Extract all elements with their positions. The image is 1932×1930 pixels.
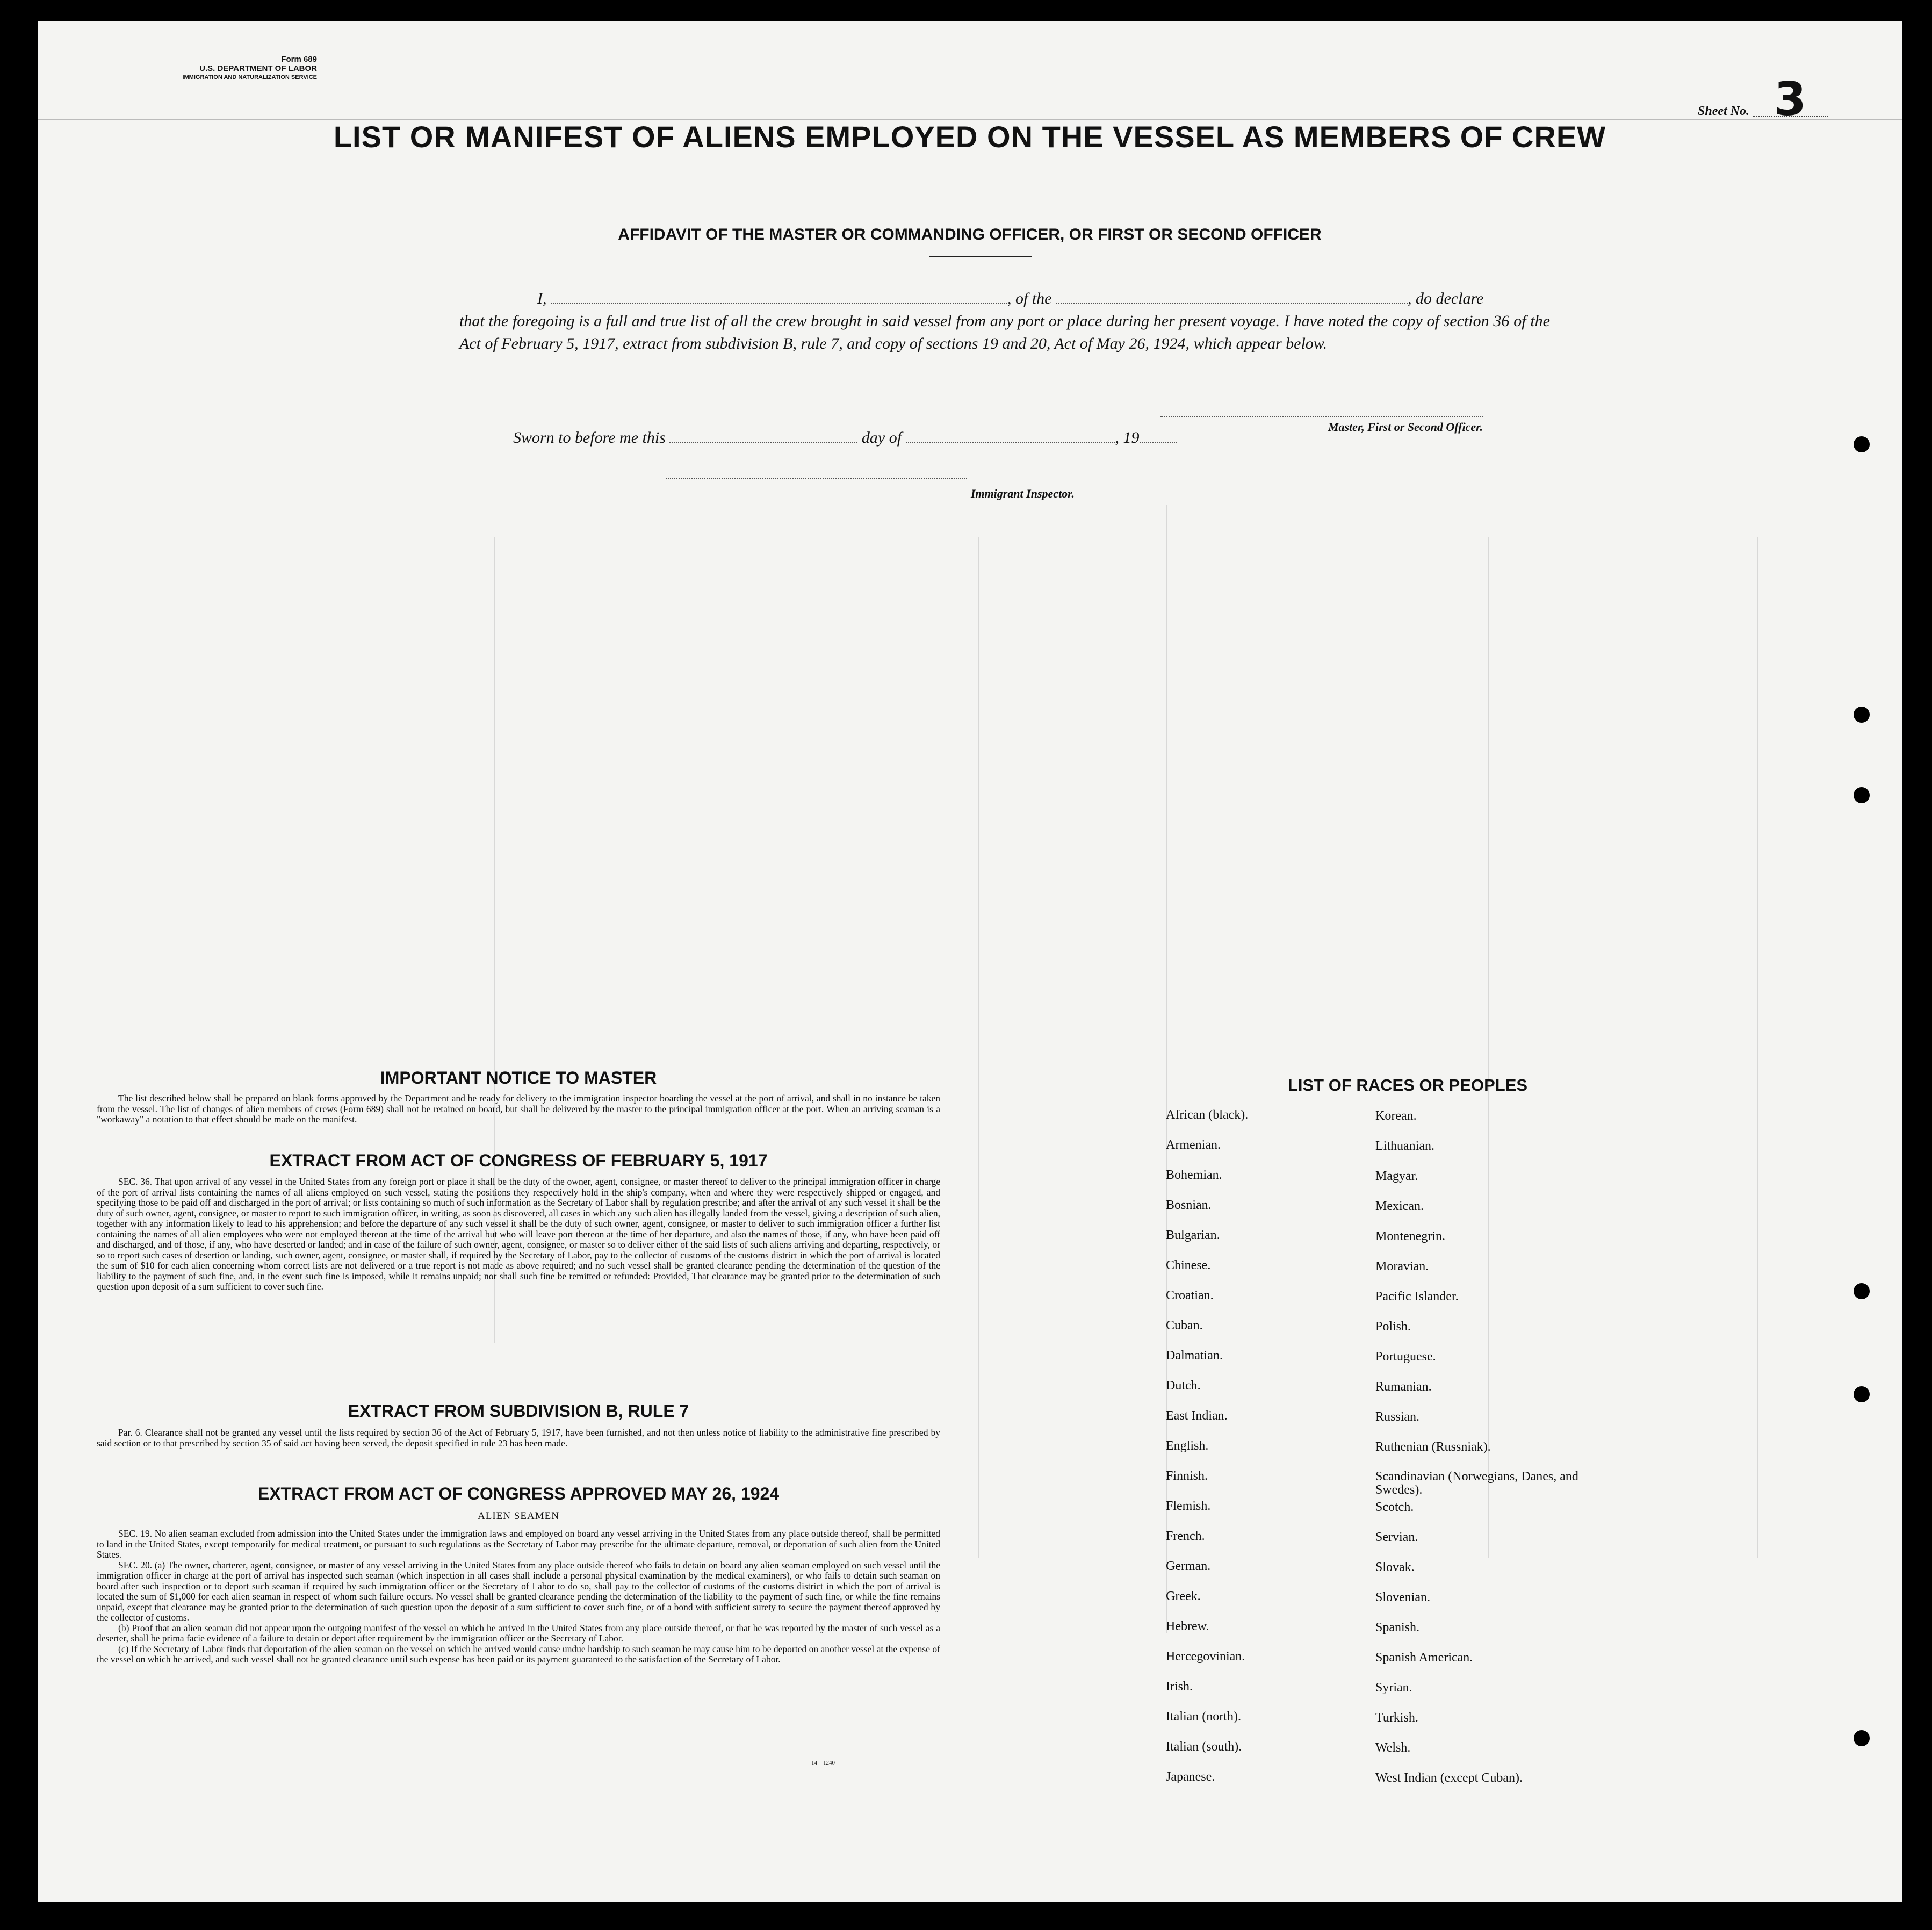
race-item: Portuguese.: [1375, 1350, 1436, 1364]
sheet-number-value: 3: [1753, 83, 1828, 117]
declarant-name-field[interactable]: [551, 291, 1007, 304]
race-item: Syrian.: [1375, 1681, 1412, 1695]
race-item: Flemish.: [1166, 1499, 1211, 1513]
day-of-label: day of: [861, 429, 902, 447]
inspector-signature-field[interactable]: [666, 466, 967, 479]
manifest-sheet: [38, 21, 1902, 1902]
extract-rule7-text: [97, 1428, 940, 1449]
race-item: Croatian.: [1166, 1288, 1214, 1302]
sworn-line: [513, 429, 1177, 447]
race-item: Japanese.: [1166, 1770, 1215, 1784]
sheet-number-label: Sheet No.: [1698, 104, 1749, 118]
master-signature-block: [1160, 404, 1483, 434]
extract-1924-heading: EXTRACT FROM ACT OF CONGRESS APPROVED MAY 26, 1924: [257, 1484, 780, 1503]
race-item: Greek.: [1166, 1589, 1201, 1603]
race-item: Slovak.: [1375, 1560, 1415, 1574]
declarant-prefix: I,: [537, 290, 547, 307]
race-item: Russian.: [1375, 1410, 1420, 1424]
year-prefix: , 19: [1115, 429, 1140, 447]
race-item: Ruthenian (Russniak).: [1375, 1440, 1491, 1454]
sworn-prefix: Sworn to before me this: [513, 429, 666, 447]
rule7-paragraph: Par. 6. Clearance shall not be granted any vessel until the lists required by section 36 of the Act of February 5, 1917, have been furnished, and not then unless notice of liability to the administrative fine prescribed by said section or to that prescribed by section 35 of said act having been served, the deposit specified in rule 23 has been made.: [97, 1427, 940, 1449]
form-number: Form 689: [281, 55, 317, 64]
race-item: Rumanian.: [1375, 1380, 1432, 1394]
section-20c-paragraph: (c) If the Secretary of Labor finds that deportation of the alien seaman on the vessel on which he arrived would cause undue hardship to such seaman he may cause him to be deported on another vessel at the expense of the vessel on which he arrived, and such vessel shall not be granted clearance until such expense has been paid or its payment guaranteed to the satisfaction of the Secretary of Labor.: [97, 1643, 940, 1665]
race-item: Scotch.: [1375, 1500, 1414, 1514]
affidavit-heading: AFFIDAVIT OF THE MASTER OR COMMANDING OFFICER, OR FIRST OR SECOND OFFICER: [618, 226, 1322, 243]
race-item: Lithuanian.: [1375, 1139, 1434, 1153]
race-item: Finnish.: [1166, 1469, 1208, 1483]
races-right-column: [1375, 1109, 1612, 1801]
affidavit-statement: that the foregoing is a full and true list of all the crew brought in said vessel from any port or place during her present voyage. I have noted the copy of section 36 of the Act of February 5, 1917, extract from subdivision B, rule 7, and copy of sections 19 and 20, Act of May 26, 1924, which appear below.: [459, 312, 1550, 352]
section-20a-paragraph: SEC. 20. (a) The owner, charterer, agent, consignee, or master of any vessel arriving in the United States from any place outside thereof who fails to detain on board any alien seaman employed on such vessel until the immigration officer in charge at the port of arrival has inspected such seaman (which inspection in all cases shall include a personal physical examination by the medical examiners), or who fails to detain such seaman on board after such inspection or to deport such seaman if required by such immigration officer or the Secretary of Labor to do so, shall pay to the collector of customs of the customs district in which the port of arrival is located the sum of $1,000 for each alien seaman in respect of whom such failure occurs. No vessel shall be granted clearance pending the determination of the liability to the payment of such fine, or while the fine remains unpaid, except that clearance may be granted prior to the determination of such question upon the deposit of a sum sufficient to cover such fine, or of a bond with sufficient surety to secure the payment thereof approved by the collector of customs.: [97, 1559, 940, 1623]
race-item: Bosnian.: [1166, 1198, 1212, 1212]
inspector-caption: Immigrant Inspector.: [970, 487, 1075, 500]
race-item: Pacific Islander.: [1375, 1290, 1459, 1304]
sworn-day-field[interactable]: [669, 430, 857, 443]
binder-hole: [1854, 1386, 1870, 1402]
binder-hole: [1854, 707, 1870, 723]
affidavit-heading-rule: [929, 256, 1032, 257]
bleed-line: [978, 537, 979, 1558]
race-item: Slovenian.: [1375, 1590, 1430, 1604]
do-declare-label: , do declare: [1408, 290, 1484, 307]
race-item: Korean.: [1375, 1109, 1417, 1123]
race-item: Welsh.: [1375, 1741, 1411, 1755]
race-item: East Indian.: [1166, 1409, 1228, 1423]
section-20b-paragraph: (b) Proof that an alien seaman did not appear upon the outgoing manifest of the vessel on which he arrived in the United States from any place outside thereof, or that he was reported by the master of such vessel as a deserter, shall be prima facie evidence of a failure to detain or deport after requirement by the immigration officer or the Secretary of Labor.: [97, 1622, 940, 1644]
race-item: Armenian.: [1166, 1138, 1221, 1152]
race-item: Scandinavian (Norwegians, Danes, and Swedes).: [1375, 1470, 1578, 1497]
section-36-paragraph: SEC. 36. That upon arrival of any vessel in the United States from any foreign port or place it shall be the duty of the owner, agent, consignee, or master thereof to deliver to the principal immigration officer in charge of the port of arrival lists containing the names of all aliens employed on such vessel, stating the positions they respectively hold in the ship's company, when and where they were respectively shipped or engaged, and specifying those to be paid off and discharged in the port of arrival; or lists containing so much of such information as the Secretary of Labor shall by regulation prescribe; and after the arrival of any such vessel it shall be the duty of such owner, agent, consignee, or master to report to such immigration officer, in writing, as soon as discovered, all cases in which any such alien has illegally landed from the vessel, giving a description of such alien, together with any information likely to lead to his apprehension; and before the departure of any such vessel it shall be the duty of such owner, agent, consignee, or master to deliver to such immigration officer a further list containing the names of all alien employees who were not employed thereon at the time of the arrival but who will leave port thereon at the time of her departure, and also the names of those, if any, who have been paid off and discharged, and of those, if any, who have deserted or landed; and in case of the failure of such owner, agent, consignee, or master so to deliver either of the said lists of such aliens arriving and departing, respectively, or so to report such cases of desertion or landing, such owner, agent, consignee, or master shall, if required by the Secretary of Labor, pay to the collector of customs of the customs district in which the port of arrival is located the sum of $10 for each alien concerning whom correct lists are not delivered or a true report is not made as above required; and no such vessel shall be granted clearance pending the determination of the question of the liability to the payment of such fine, and, in the event such fine is imposed, while it remains unpaid; nor shall such fine be remitted or refunded: Provided, That clearance may be granted prior to the determination of such question upon deposit of a sum sufficient to cover such fine.: [97, 1176, 940, 1292]
race-item: Bulgarian.: [1166, 1228, 1220, 1242]
notice-paragraph: The list described below shall be prepared on blank forms approved by the Department and be ready for delivery to the immigration inspector boarding the vessel at the port of arrival, and shall in no instance be taken from the vessel. The list of changes of alien members of crews (Form 689) shall not be retained on board, but shall be delivered by the master to the principal immigration officer at the port. When an arriving seaman is a "workaway" a notation to that effect should be made on the manifest.: [97, 1093, 940, 1125]
extract-1924-text: [97, 1529, 940, 1665]
form-service: IMMIGRATION AND NATURALIZATION SERVICE: [182, 74, 317, 81]
race-item: Moravian.: [1375, 1259, 1429, 1273]
binder-hole: [1854, 1730, 1870, 1746]
alien-seamen-subheading: ALIEN SEAMEN: [478, 1510, 559, 1522]
notice-text: [97, 1093, 940, 1125]
race-item: Dalmatian.: [1166, 1349, 1223, 1363]
extract-1917-heading: EXTRACT FROM ACT OF CONGRESS OF FEBRUARY 5, 1917: [269, 1151, 768, 1170]
race-item: Cuban.: [1166, 1319, 1203, 1333]
section-19-paragraph: SEC. 19. No alien seaman excluded from admission into the United States under the immigration laws and employed on board any vessel arriving in the United States from any place outside thereof, shall be permitted to land in the United States, except temporarily for medical treatment, or pursuant to such regulations as the Secretary of Labor may prescribe for the ultimate departure, removal, or deportation of such alien from the United States.: [97, 1528, 940, 1560]
binder-hole: [1854, 1283, 1870, 1299]
race-item: Spanish.: [1375, 1621, 1420, 1634]
race-item: Irish.: [1166, 1680, 1193, 1694]
race-item: Montenegrin.: [1375, 1229, 1445, 1243]
form-identifier: [64, 55, 317, 82]
race-item: Polish.: [1375, 1320, 1411, 1334]
race-item: Hebrew.: [1166, 1619, 1209, 1633]
race-item: Servian.: [1375, 1530, 1418, 1544]
extract-rule7-heading: EXTRACT FROM SUBDIVISION B, RULE 7: [348, 1401, 689, 1421]
extract-1917-text: [97, 1177, 940, 1292]
race-item: Magyar.: [1375, 1169, 1418, 1183]
declarant-line: [537, 287, 1550, 310]
race-item: Hercegovinian.: [1166, 1650, 1245, 1663]
bleed-line: [1757, 537, 1758, 1558]
master-caption: Master, First or Second Officer.: [1328, 420, 1483, 434]
race-item: English.: [1166, 1439, 1209, 1453]
vessel-name-field[interactable]: [1056, 291, 1408, 304]
binder-hole: [1854, 436, 1870, 452]
binder-hole: [1854, 787, 1870, 803]
races-left-column: [1166, 1108, 1370, 1800]
master-signature-field[interactable]: [1160, 404, 1483, 417]
race-item: West Indian (except Cuban).: [1375, 1771, 1523, 1785]
race-item: Chinese.: [1166, 1258, 1211, 1272]
race-item: Italian (north).: [1166, 1710, 1241, 1724]
inspector-signature-block: [666, 466, 1075, 501]
print-code: 14—1240: [811, 1760, 835, 1766]
race-item: Bohemian.: [1166, 1168, 1222, 1182]
race-item: Dutch.: [1166, 1379, 1201, 1393]
races-heading: LIST OF RACES OR PEOPLES: [1287, 1076, 1528, 1094]
race-item: Spanish American.: [1375, 1651, 1473, 1665]
of-the-label: , of the: [1007, 290, 1052, 307]
race-item: French.: [1166, 1529, 1205, 1543]
race-item: African (black).: [1166, 1108, 1249, 1122]
race-item: German.: [1166, 1559, 1211, 1573]
notice-heading: IMPORTANT NOTICE TO MASTER: [380, 1068, 657, 1088]
sworn-month-field[interactable]: [906, 430, 1115, 443]
page-title: LIST OR MANIFEST OF ALIENS EMPLOYED ON THE VESSEL AS MEMBERS OF CREW: [333, 120, 1606, 154]
form-department: U.S. DEPARTMENT OF LABOR: [199, 64, 317, 73]
race-item: Mexican.: [1375, 1199, 1424, 1213]
race-item: Turkish.: [1375, 1711, 1418, 1725]
sworn-year-field[interactable]: [1140, 430, 1177, 443]
affidavit-body: [459, 287, 1550, 355]
race-item: Italian (south).: [1166, 1740, 1242, 1754]
sheet-number-field: [1698, 73, 1828, 126]
